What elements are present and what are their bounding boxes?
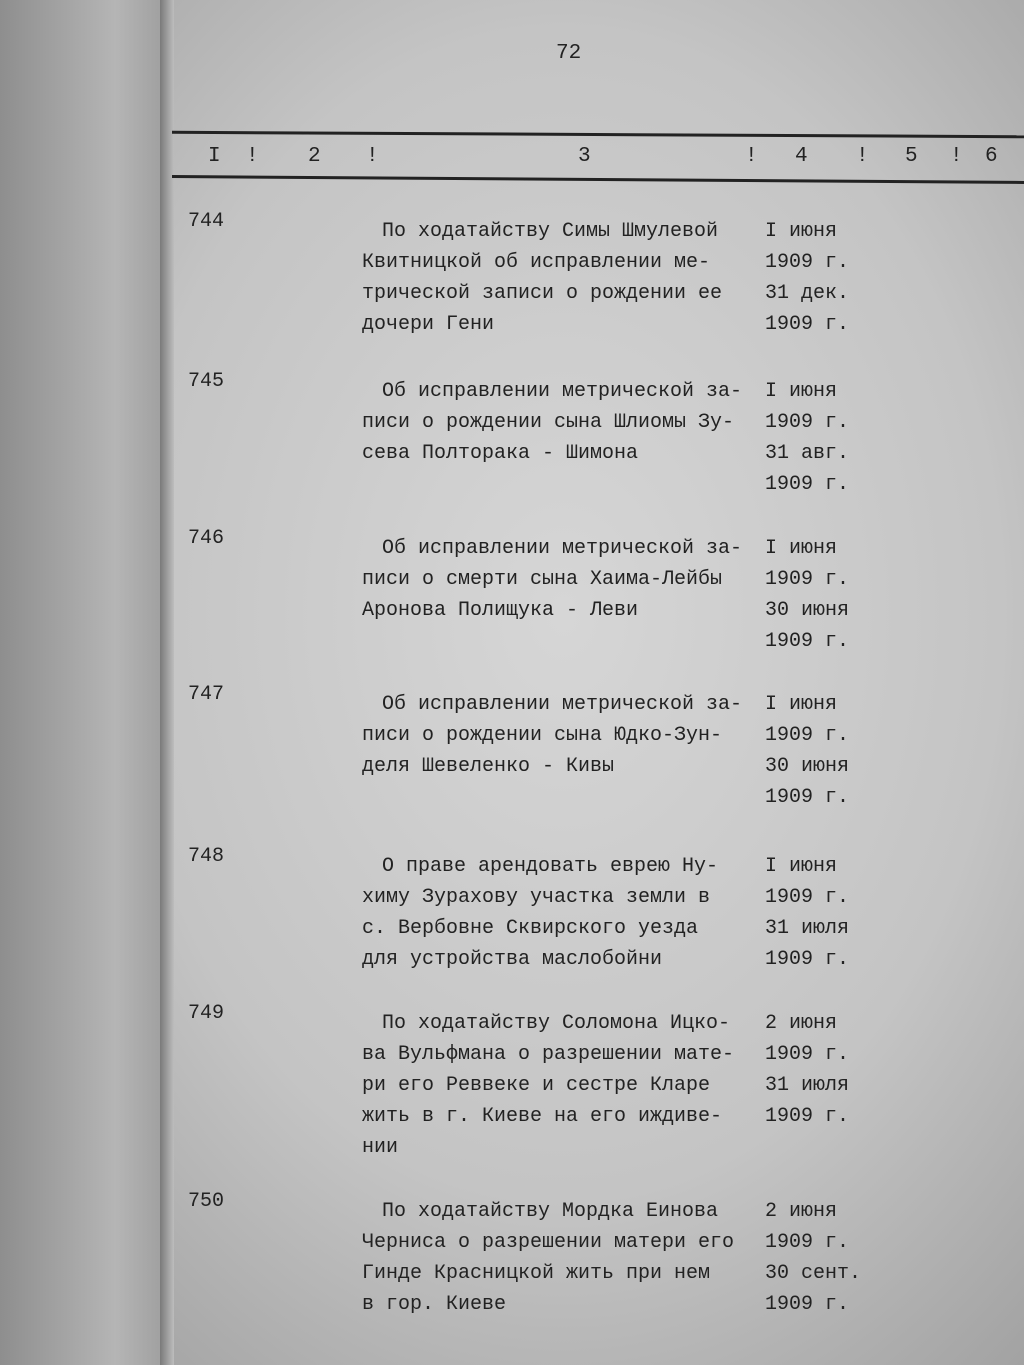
date-line: 1909 г. (765, 313, 850, 336)
date-line: I июня (765, 693, 838, 716)
date-line: 1909 г. (765, 568, 850, 591)
date-line: 31 июля (765, 1074, 850, 1097)
description-line: писи о смерти сына Хаима-Лейбы (362, 568, 723, 591)
date-line: 1909 г. (765, 724, 850, 747)
description-line: Квитницкой об исправлении ме- (362, 251, 711, 274)
entry-description (362, 689, 742, 782)
date-line: 1909 г. (765, 473, 850, 496)
column-separator: ! (745, 145, 758, 168)
description-line: Черниса о разрешении матери его (362, 1231, 735, 1254)
description-line: трической записи о рождении ее (362, 282, 723, 305)
column-separator: ! (950, 145, 963, 168)
description-line: писи о рождении сына Шлиомы Зу- (362, 411, 735, 434)
date-line: 1909 г. (765, 886, 850, 909)
entry-description (362, 216, 722, 340)
date-line: 1909 г. (765, 1105, 850, 1128)
date-line: 2 июня (765, 1200, 838, 1223)
description-line: ри его Реввеке и сестре Кларе (362, 1074, 711, 1097)
date-line: 30 июня (765, 599, 850, 622)
page-number: 72 (556, 42, 582, 65)
entry-dates (765, 689, 849, 813)
description-line: жить в г. Киеве на его иждиве- (362, 1105, 723, 1128)
column-separator: ! (366, 145, 379, 168)
column-header: 4 (795, 145, 808, 168)
entry-number: 748 (188, 845, 225, 868)
book-gutter (160, 0, 174, 1365)
description-line: нии (362, 1136, 399, 1159)
date-line: 31 авг. (765, 442, 850, 465)
date-line: 2 июня (765, 1012, 838, 1035)
description-line: химу Зурахову участка земли в (362, 886, 711, 909)
date-line: 1909 г. (765, 630, 850, 653)
date-line: I июня (765, 537, 838, 560)
date-line: I июня (765, 380, 838, 403)
column-header: 2 (308, 145, 321, 168)
entry-description (362, 851, 718, 975)
entry-dates (765, 216, 849, 340)
column-header: I (208, 145, 221, 168)
entry-number: 745 (188, 370, 225, 393)
description-line: Об исправлении метрической за- (382, 693, 743, 716)
column-separator: ! (856, 145, 869, 168)
description-line: ва Вульфмана о разрешении мате- (362, 1043, 735, 1066)
date-line: 1909 г. (765, 1043, 850, 1066)
column-header: 6 (985, 145, 998, 168)
date-line: I июня (765, 220, 838, 243)
description-line: с. Вербовне Сквирского уезда (362, 917, 699, 940)
description-line: Аронова Полищука - Леви (362, 599, 639, 622)
date-line: 1909 г. (765, 1293, 850, 1316)
entry-description (362, 376, 742, 469)
adjacent-page (0, 0, 165, 1365)
description-line: По ходатайству Соломона Ицко- (382, 1012, 731, 1035)
description-line: Об исправлении метрической за- (382, 537, 743, 560)
header-top-rule (172, 131, 1024, 138)
entry-dates (765, 1196, 861, 1320)
description-line: дочери Гени (362, 313, 495, 336)
description-line: По ходатайству Симы Шмулевой (382, 220, 719, 243)
entry-description (362, 533, 742, 626)
description-line: Гинде Красницкой жить при нем (362, 1262, 711, 1285)
date-line: 31 июля (765, 917, 850, 940)
date-line: 30 июня (765, 755, 850, 778)
date-line: 31 дек. (765, 282, 850, 305)
date-line: 1909 г. (765, 1231, 850, 1254)
description-line: деля Шевеленко - Кивы (362, 755, 615, 778)
column-header: 3 (578, 145, 591, 168)
date-line: 1909 г. (765, 948, 850, 971)
entry-number: 747 (188, 683, 225, 706)
entry-number: 750 (188, 1190, 225, 1213)
entry-number: 744 (188, 210, 225, 233)
date-line: 1909 г. (765, 786, 850, 809)
date-line: 30 сент. (765, 1262, 862, 1285)
description-line: писи о рождении сына Юдко-Зун- (362, 724, 723, 747)
date-line: I июня (765, 855, 838, 878)
column-separator: ! (246, 145, 259, 168)
description-line: в гор. Киеве (362, 1293, 507, 1316)
description-line: О праве арендовать еврею Ну- (382, 855, 719, 878)
date-line: 1909 г. (765, 411, 850, 434)
entry-number: 749 (188, 1002, 225, 1025)
entry-dates (765, 376, 849, 500)
entry-description (362, 1196, 734, 1320)
entry-dates (765, 533, 849, 657)
description-line: Об исправлении метрической за- (382, 380, 743, 403)
entry-description (362, 1008, 734, 1163)
header-bottom-rule (172, 175, 1024, 184)
entry-number: 746 (188, 527, 225, 550)
entry-dates (765, 1008, 849, 1132)
entry-dates (765, 851, 849, 975)
description-line: По ходатайству Мордка Еинова (382, 1200, 719, 1223)
description-line: для устройства маслобойни (362, 948, 663, 971)
description-line: сева Полторака - Шимона (362, 442, 639, 465)
column-header: 5 (905, 145, 918, 168)
date-line: 1909 г. (765, 251, 850, 274)
